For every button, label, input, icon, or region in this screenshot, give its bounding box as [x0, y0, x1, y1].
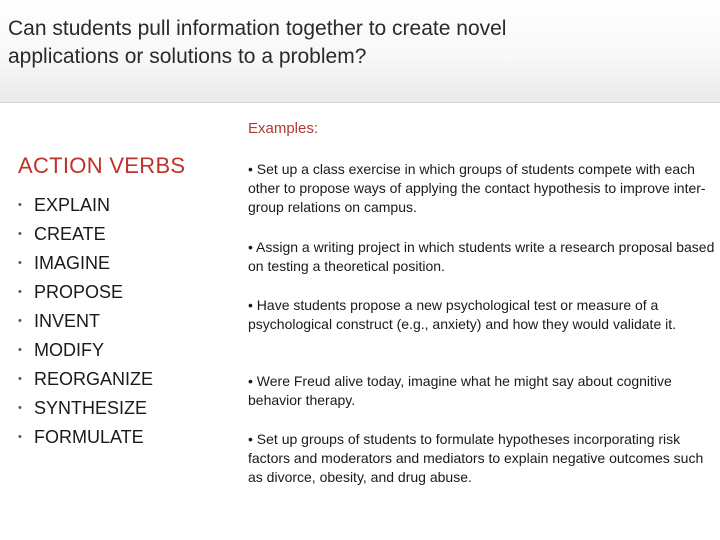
action-verb-item: [18, 220, 228, 249]
action-verbs-panel: [18, 153, 228, 452]
action-verb-label: SYNTHESIZE: [34, 398, 148, 418]
bullet-icon: •: [18, 344, 22, 356]
action-verb-item: [18, 365, 228, 394]
action-verb-label: FORMULATE: [34, 427, 144, 447]
bullet-icon: •: [18, 199, 22, 211]
action-verb-label: PROPOSE: [34, 282, 124, 302]
examples-label: Examples:: [248, 120, 319, 137]
example-item: • Set up a class exercise in which groups of students compete with each other to propose ways of applying the contact hypothesis to improve inter-group relations on campus.: [248, 161, 706, 215]
action-verb-label: CREATE: [34, 224, 106, 244]
title-banner: [0, 0, 720, 103]
action-verb-label: REORGANIZE: [34, 369, 154, 389]
action-verb-label: MODIFY: [34, 340, 104, 360]
action-verb-label: EXPLAIN: [34, 195, 111, 215]
action-verb-item: [18, 336, 228, 365]
example-item: • Assign a writing project in which students write a research proposal based on testing a theoretical position.: [248, 239, 715, 274]
slide-title: Can students pull information together to create novel applications or solutions to a problem?: [8, 17, 507, 68]
action-verb-item: [18, 394, 228, 423]
bullet-icon: •: [18, 431, 22, 443]
action-verb-label: IMAGINE: [34, 253, 111, 273]
example-item: • Have students propose a new psychological test or measure of a psychological construct (e.g., anxiety) and how they would validate it.: [248, 297, 677, 332]
action-verb-label: INVENT: [34, 311, 101, 331]
bullet-icon: •: [18, 228, 22, 240]
action-verbs-title: ACTION VERBS: [18, 153, 186, 178]
bullet-icon: •: [18, 286, 22, 298]
action-verb-item: [18, 278, 228, 307]
action-verbs-list: [18, 191, 228, 452]
action-verb-item: [18, 307, 228, 336]
bullet-icon: •: [18, 373, 22, 385]
bullet-icon: •: [18, 257, 22, 269]
example-item: • Set up groups of students to formulate hypotheses incorporating risk factors and moderators and mediators to explain negative outcomes such as divorce, obesity, and drug abuse.: [248, 431, 704, 485]
bullet-icon: •: [18, 402, 22, 414]
action-verb-item: [18, 191, 228, 220]
action-verb-item: [18, 423, 228, 452]
bullet-icon: •: [18, 315, 22, 327]
action-verb-item: [18, 249, 228, 278]
example-item: • Were Freud alive today, imagine what he might say about cognitive behavior therapy.: [248, 373, 672, 408]
